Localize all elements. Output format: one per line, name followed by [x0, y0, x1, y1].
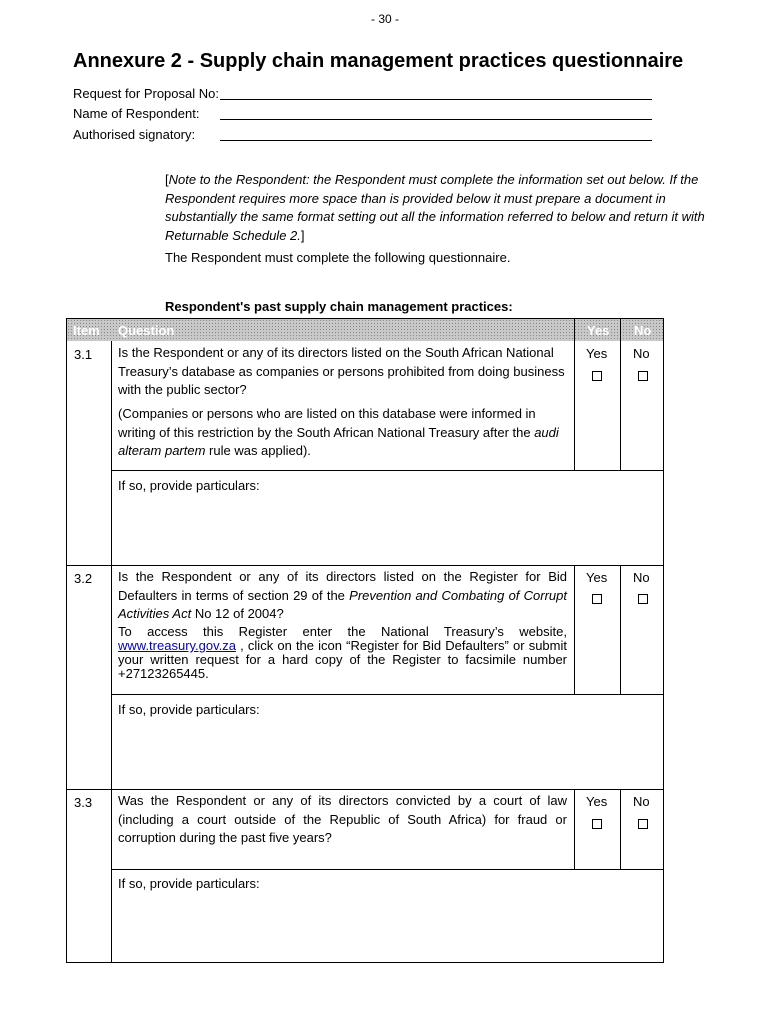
item-3-2-no-checkbox[interactable] [638, 594, 648, 604]
item-3-3-yes-checkbox[interactable] [592, 819, 602, 829]
item-3-2-particulars-label: If so, provide particulars: [118, 702, 260, 717]
item-3-2-yes-checkbox[interactable] [592, 594, 602, 604]
item-3-1-particulars-field[interactable] [113, 497, 661, 563]
questionnaire-table [66, 318, 664, 963]
header-item: Item [73, 323, 100, 338]
item-3-1-yes-label: Yes [586, 346, 608, 361]
column-divider [574, 565, 575, 694]
name-of-respondent-label: Name of Respondent: [73, 106, 200, 121]
row-divider [111, 869, 663, 870]
authorised-signatory-field[interactable] [220, 140, 652, 141]
name-of-respondent-field[interactable] [220, 119, 652, 120]
authorised-signatory-label: Authorised signatory: [73, 127, 196, 142]
item-3-1-no-checkbox[interactable] [638, 371, 648, 381]
request-for-proposal-field[interactable] [220, 99, 652, 100]
item-3-1-yes-checkbox[interactable] [592, 371, 602, 381]
request-for-proposal-label: Request for Proposal No: [73, 86, 219, 101]
item-3-1-question: Is the Respondent or any of its directors listed on the South African National Treasury’s database as companies or persons prohibited from doing business with the public sector? [118, 345, 565, 397]
item-3-3-particulars-label: If so, provide particulars: [118, 876, 260, 891]
item-3-3-question: Was the Respondent or any of its directors convicted by a court of law (including a court outside of the Republic of South Africa) for fraud or corruption during the past five years? [118, 793, 567, 845]
page-number: - 30 - [370, 12, 399, 26]
item-3-3-no-checkbox[interactable] [638, 819, 648, 829]
item-3-3-yes-label: Yes [586, 794, 608, 809]
item-3-2-number: 3.2 [74, 571, 93, 586]
item-3-3-no-label: No [633, 794, 650, 809]
item-3-1-particulars-label: If so, provide particulars: [118, 478, 260, 493]
column-divider [620, 565, 621, 694]
header-question: Question [118, 323, 175, 338]
section-title: Respondent's past supply chain management practices: [165, 299, 513, 314]
item-3-2-yes-label: Yes [586, 570, 608, 585]
document-title: Annexure 2 - Supply chain management practices questionnaire [73, 50, 684, 72]
column-divider [574, 789, 575, 869]
header-yes: Yes [587, 323, 610, 338]
instruction-text: The Respondent must complete the following questionnaire. [165, 250, 511, 265]
column-divider [620, 319, 621, 470]
item-3-1-note: (Companies or persons who are listed on this database were informed in writing of this restriction by the South African National Treasury after the audi alteram partem rule was applied). [118, 406, 559, 458]
item-3-2-particulars-field[interactable] [113, 721, 661, 787]
row-divider [111, 470, 663, 471]
column-divider [620, 789, 621, 869]
row-divider [67, 565, 663, 566]
header-no: No [634, 323, 652, 338]
item-3-3-particulars-field[interactable] [113, 895, 661, 961]
column-divider [574, 319, 575, 470]
item-3-3-number: 3.3 [74, 795, 93, 810]
item-3-2-access-info: To access this Register enter the National Treasury’s website, www.treasury.gov.za , click on the icon “Register for Bid Defaulters” or submit your written request for a hard copy of the Register to facsimile number +27123265445. [118, 624, 567, 681]
item-3-1-no-label: No [633, 346, 650, 361]
row-divider [67, 789, 663, 790]
respondent-note: [Note to the Respondent: the Respondent must complete the information set out below. If the Respondent requires more space than is provided below it must prepare a document in substantially the same format setting out all the information referred to below and return it with Returnable Schedule 2.] [165, 172, 705, 243]
item-3-1-number: 3.1 [74, 347, 93, 362]
treasury-website-link[interactable]: www.treasury.gov.za [118, 638, 237, 653]
item-3-2-no-label: No [633, 570, 650, 585]
item-3-2-question: Is the Respondent or any of its directors listed on the Register for Bid Defaulters in terms of section 29 of the Prevention and Combating of Corrupt Activities Act No 12 of 2004? [118, 569, 567, 621]
row-divider [111, 694, 663, 695]
